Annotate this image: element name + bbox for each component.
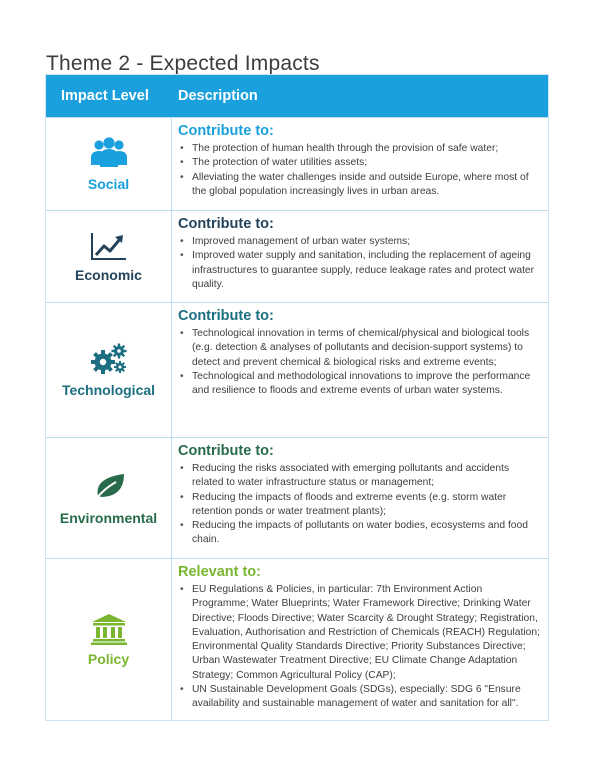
list-item: • Technological innovation in terms of chemical/physical and biological tools (e.g. detection & analyses of pollutants and decision-support systems) to detect and prevent chemical & biological risks and extreme events;	[178, 327, 540, 370]
bullet-list	[178, 583, 540, 712]
description-cell	[172, 438, 548, 558]
description-cell	[172, 303, 548, 437]
impact-table	[45, 74, 549, 721]
header-description: Description	[178, 88, 258, 104]
bullet-list	[178, 462, 540, 548]
description-lead: Contribute to:	[178, 123, 274, 139]
impact-level-cell	[46, 438, 172, 558]
impact-level-name: Economic	[75, 266, 142, 283]
list-item: • Improved management of urban water systems;	[178, 235, 540, 249]
table-row-economic	[46, 210, 548, 302]
description-lead: Relevant to:	[178, 564, 261, 580]
leaf-icon	[90, 470, 128, 504]
description-cell	[172, 211, 548, 302]
list-item: • UN Sustainable Development Goals (SDGs), especially: SDG 6 "Ensure availability and sustainable management of water and sanitation for all".	[178, 683, 540, 712]
description-lead: Contribute to:	[178, 308, 274, 324]
description-cell	[172, 118, 548, 210]
bullet-list	[178, 327, 540, 398]
description-cell	[172, 559, 548, 720]
trend-chart-icon	[90, 231, 128, 261]
list-item: • Reducing the risks associated with emerging pollutants and accidents related to water infrastructure status or management;	[178, 462, 540, 491]
header-impact-level: Impact Level	[61, 88, 149, 104]
table-header	[46, 75, 548, 117]
impact-level-cell	[46, 303, 172, 437]
gears-icon	[90, 342, 128, 376]
list-item: • Improved water supply and sanitation, including the replacement of ageing infrastructures to guarantee supply, reduce leakage rates and protect water quality.	[178, 249, 540, 292]
list-item: • Alleviating the water challenges inside and outside Europe, where most of the global population increasingly lives in urban areas.	[178, 171, 540, 200]
bullet-list	[178, 235, 540, 292]
list-item: • Reducing the impacts of floods and extreme events (e.g. storm water retention ponds or water treatment plants);	[178, 491, 540, 520]
impact-level-cell	[46, 211, 172, 302]
impact-level-name: Policy	[87, 650, 130, 667]
impact-level-name: Social	[87, 176, 130, 192]
table-row-technological	[46, 302, 548, 437]
table-row-policy	[46, 558, 548, 720]
list-item: • Reducing the impacts of pollutants on water bodies, ecosystems and food chain.	[178, 519, 540, 548]
impact-level-cell	[46, 559, 172, 720]
impact-level-name: Environmental	[59, 510, 158, 526]
list-item: • The protection of water utilities assets;	[178, 156, 540, 170]
page-title: Theme 2 - Expected Impacts	[46, 52, 320, 76]
table-row-environmental	[46, 437, 548, 558]
people-icon	[90, 136, 128, 170]
impact-level-name: Technological	[61, 382, 156, 398]
description-lead: Contribute to:	[178, 216, 274, 232]
list-item: • EU Regulations & Policies, in particular: 7th Environment Action Programme; Water Blueprints; Water Framework Directive; Drinking Water Directive; Floods Directive; Water Scarcity & Drought Strategy; Registration, Evaluation, Authorisation and Restriction of Chemicals (REACH) Regulation; Environmental Quality Standards Directive; Priority Substances Directive; Urban Wastewater Treatment Directive; EU Climate Change Adaptation Strategy; Common Agricultural Policy (CAP);	[178, 583, 540, 683]
list-item: • Technological and methodological innovations to improve the performance and resilience to floods and extreme events of urban water systems.	[178, 370, 540, 399]
impact-level-cell	[46, 118, 172, 210]
list-item: • The protection of human health through the provision of safe water;	[178, 142, 540, 156]
bullet-list	[178, 142, 540, 199]
description-lead: Contribute to:	[178, 443, 274, 459]
table-row-social	[46, 117, 548, 210]
institution-icon	[90, 613, 128, 645]
